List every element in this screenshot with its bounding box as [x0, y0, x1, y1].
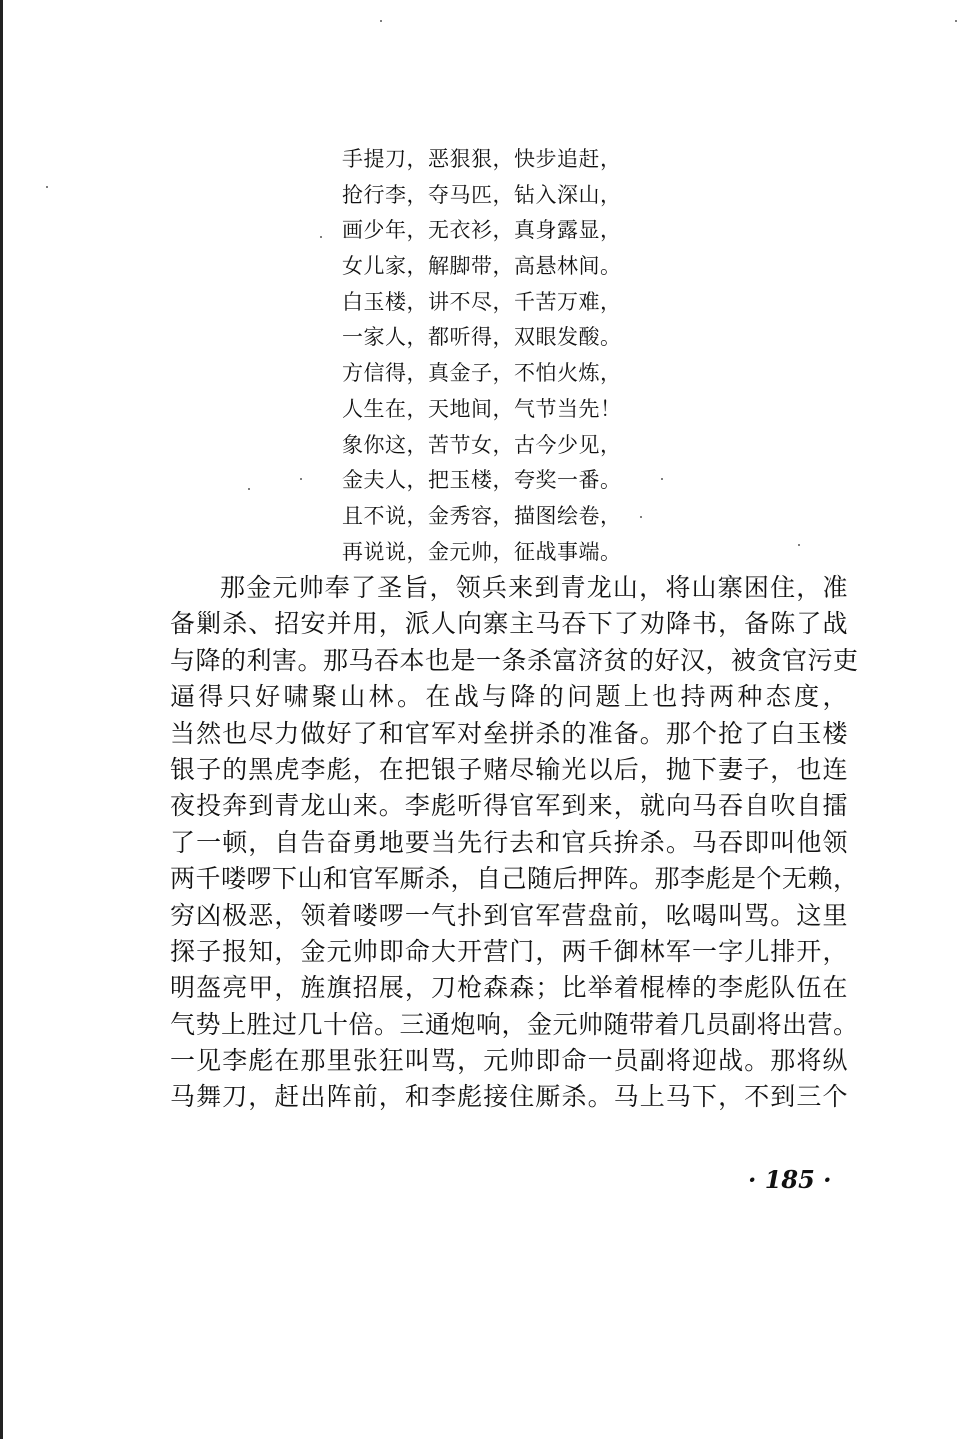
prose-line: 了一顿，自告奋勇地要当先行去和官兵拚杀。马吞即叫他领 [170, 827, 848, 857]
verse-line: 象你这，苦节女，古今少见， [342, 432, 622, 457]
scan-speck [640, 516, 642, 518]
scan-speck [798, 544, 800, 546]
prose-line: 夜投奔到青龙山来。李彪听得官军到来，就向马吞自吹自擂 [170, 791, 848, 821]
prose-line: 逼得只好啸聚山林。在战与降的问题上也持两种态度， [170, 682, 848, 712]
verse-line: 抢行李，夺马匹，钻入深山， [342, 182, 622, 207]
verse-line: 一家人，都听得，双眼发酸。 [342, 325, 622, 350]
page-left-edge [0, 0, 3, 1439]
prose-line: 气势上胜过几十倍。三通炮响，金元帅随带着几员副将出营。 [170, 1009, 859, 1039]
prose-line: 与降的利害。那马吞本也是一条杀富济贫的好汉，被贪官污吏 [170, 645, 859, 675]
verse-line: 人生在，天地间，气节当先！ [342, 396, 622, 421]
page-number: · 185 · [748, 1165, 832, 1194]
prose-line: 备剿杀、招安并用，派人向寨主马吞下了劝降书，备陈了战 [170, 609, 848, 639]
prose-line: 当然也尽力做好了和官军对垒拼杀的准备。那个抢了白玉楼 [170, 718, 848, 748]
scan-speck [248, 488, 250, 490]
verse-line: 画少年，无衣衫，真身露显， [342, 218, 622, 243]
prose-line: 马舞刀，赶出阵前，和李彪接住厮杀。马上马下，不到三个 [170, 1082, 848, 1112]
scan-speck [320, 236, 322, 238]
scan-speck [46, 186, 48, 188]
prose-line: 那金元帅奉了圣旨，领兵来到青龙山，将山寨困住，准 [220, 573, 848, 602]
verse-line: 方信得，真金子，不怕火炼， [342, 361, 622, 386]
prose-line: 探子报知，金元帅即命大开营门，两千御林军一字儿排开， [170, 936, 848, 966]
verse-line: 手提刀，恶狠狠，快步追赶， [342, 147, 622, 171]
verse-line: 再说说，金元帅，征战事端。 [342, 539, 622, 564]
scan-speck [661, 478, 663, 480]
prose-line: 两千喽啰下山和官军厮杀，自己随后押阵。那李彪是个无赖， [170, 864, 859, 894]
verse-line: 且不说，金秀容，描图绘卷， [342, 503, 622, 528]
verse-line: 女儿家，解脚带，高悬林间。 [342, 254, 622, 279]
scan-speck [380, 20, 382, 22]
verse-line: 白玉楼，讲不尽，千苦万难， [342, 289, 622, 314]
prose-line: 明盔亮甲，旌旗招展，刀枪森森；比举着棍棒的李彪队伍在 [170, 973, 848, 1003]
prose-line: 一见李彪在那里张狂叫骂，元帅即命一员副将迎战。那将纵 [170, 1046, 848, 1076]
prose-line: 银子的黑虎李彪，在把银子赌尽输光以后，抛下妻子，也连 [170, 754, 848, 784]
verse-line: 金夫人，把玉楼，夸奖一番。 [342, 468, 622, 493]
scan-speck [300, 478, 302, 480]
scan-speck [955, 20, 957, 22]
prose-line: 穷凶极恶，领着喽啰一气扑到官军营盘前，吆喝叫骂。这里 [170, 900, 848, 930]
prose-paragraph [170, 570, 859, 1116]
verse-block [342, 142, 642, 570]
